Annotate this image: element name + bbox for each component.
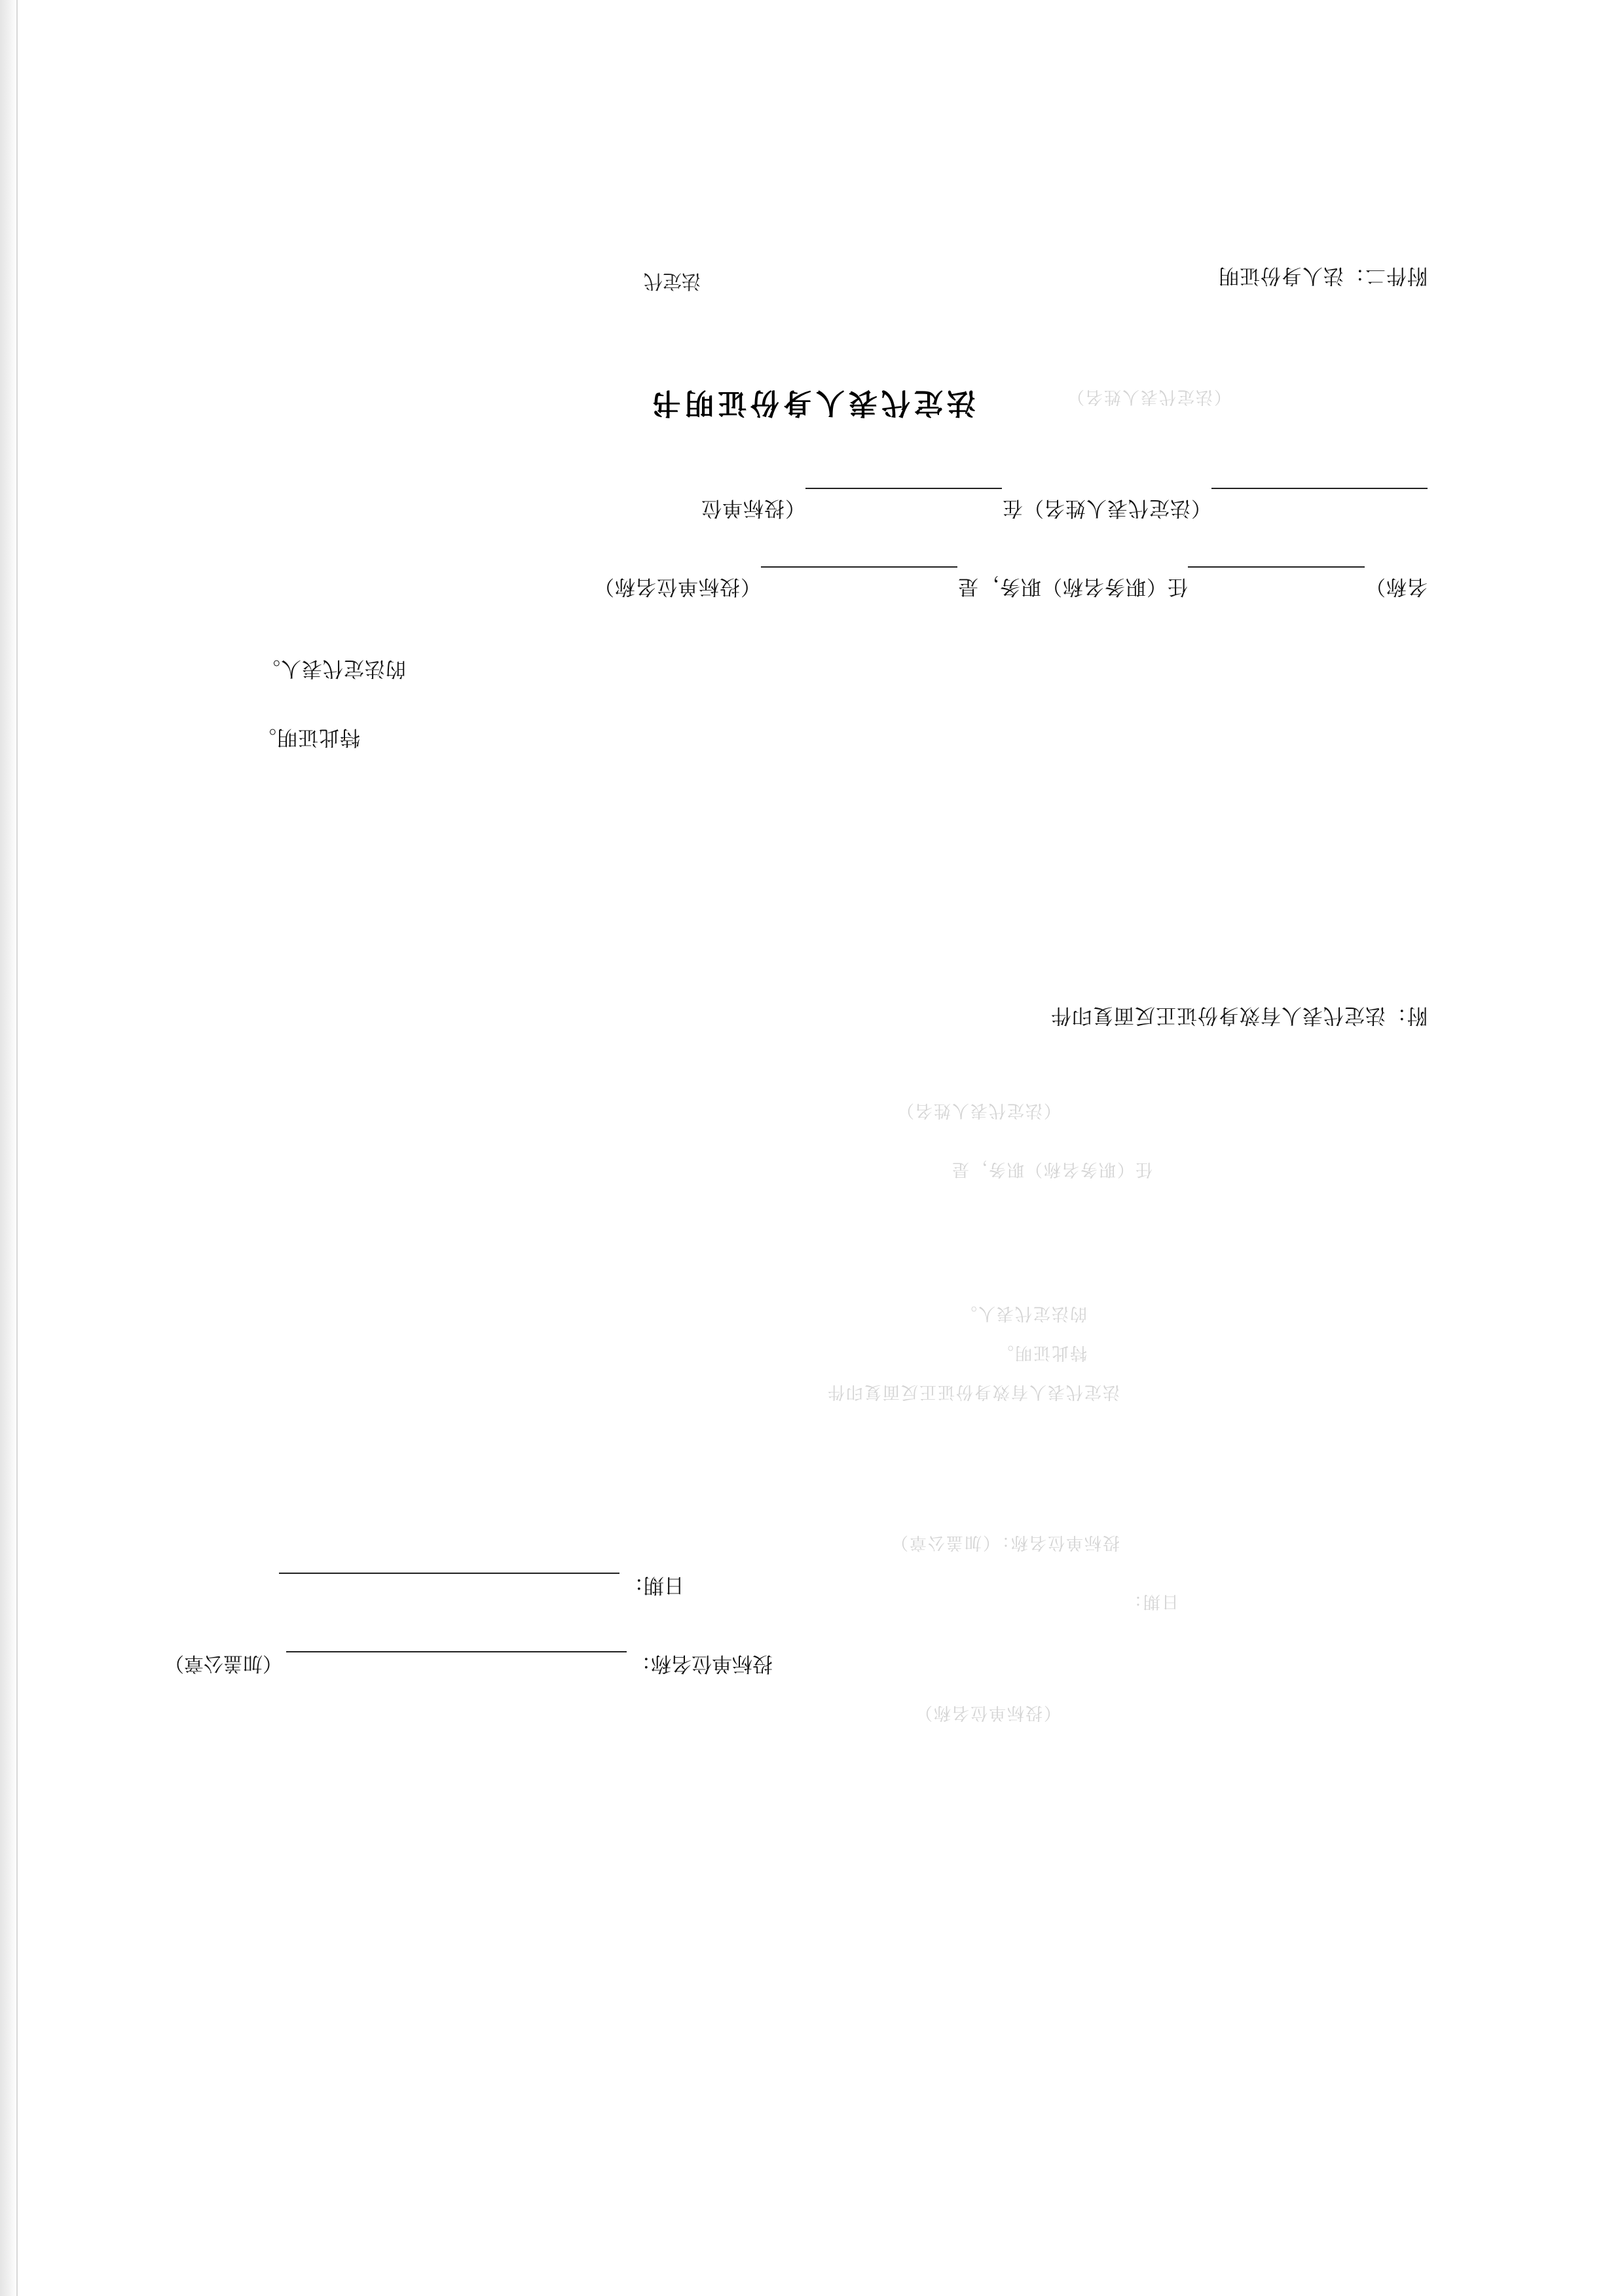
bleed-through-row-6: 投标单位名称：（加盖公章）	[889, 1533, 1120, 1552]
body-line-2-tail: （投标单位名称）	[593, 575, 761, 598]
body-line-3: 的法定代表人。	[259, 657, 406, 680]
attachment-note: 附：法定代表人有效身份证正反面复印件	[1050, 1004, 1428, 1027]
unit-signature-row	[164, 1651, 773, 1681]
bleed-through-row-4: 特此证明。	[995, 1343, 1087, 1362]
attachment-label: 附件二：法人身份证明	[1218, 264, 1428, 287]
unit-name-label: 投标单位名称：	[631, 1652, 773, 1675]
bleed-through-row-5: 法定代表人有效身份证正反面复印件	[826, 1382, 1120, 1402]
unit-blank-field-1[interactable]	[805, 488, 1002, 514]
bleed-through-row-8: （投标单位名称）	[913, 1703, 1061, 1722]
date-input[interactable]	[279, 1573, 619, 1600]
scan-edge-shadow	[0, 0, 17, 2296]
date-signature-row	[275, 1573, 684, 1602]
body-line-1-suffix: 在	[1002, 496, 1023, 520]
bleed-through-row-1: （法定代表人姓名）	[895, 1101, 1061, 1120]
date-label: 日期：	[623, 1573, 684, 1597]
body-line-2-mid2: 职务，是	[957, 575, 1041, 598]
body-line-2-prefix: 名称）	[1365, 575, 1428, 598]
body-line-1-tail: （投标单位	[701, 496, 805, 520]
unit-blank-field-2[interactable]	[761, 566, 957, 592]
document-content	[164, 0, 1428, 2296]
unit-name-input[interactable]	[286, 1651, 627, 1679]
bleed-through-row-7: 日期：	[1123, 1592, 1179, 1611]
bleed-through-row-3: 的法定代表人。	[958, 1303, 1087, 1323]
side-note-text: 法定代	[643, 270, 701, 293]
body-line-1-prefix: （法定代表人姓名）	[1023, 496, 1211, 520]
scan-edge-line	[16, 0, 18, 2296]
position-blank-field[interactable]	[1188, 566, 1365, 592]
page-title: 法定代表人身份证明书	[648, 386, 976, 420]
body-line-1	[196, 488, 1428, 528]
body-line-4: 特此证明。	[255, 725, 360, 749]
body-line-2-mid: 任（职务名称）	[1041, 575, 1188, 598]
name-blank-field[interactable]	[1211, 488, 1428, 514]
bleed-through-row-9: （法定代表人姓名）	[1065, 387, 1231, 407]
bleed-through-row-2: 任（职务名称）职务，是	[950, 1159, 1153, 1179]
body-line-2	[196, 566, 1428, 607]
seal-note: （加盖公章）	[164, 1652, 282, 1675]
